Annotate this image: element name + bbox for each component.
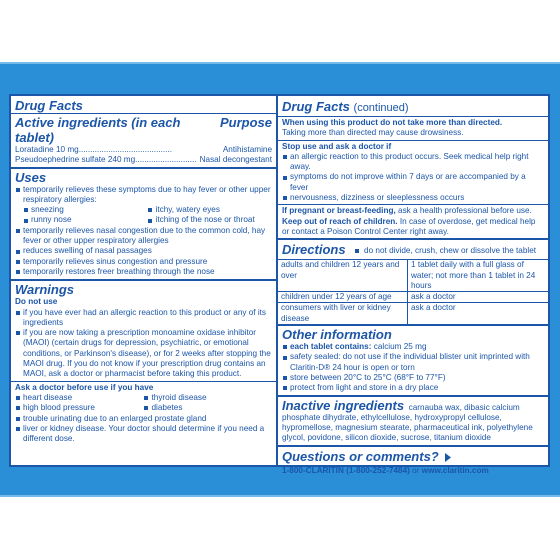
uses-heading: Uses	[15, 169, 47, 185]
contact-or: or	[409, 465, 422, 475]
each-tablet-text: calcium 25 mg	[371, 342, 427, 352]
uses-item: reduces swelling of nasal passages	[15, 246, 272, 256]
uses-item: temporarily relieves these symptoms due to hay fever or other upper respiratory allergies:	[15, 185, 272, 206]
directions-who: consumers with liver or kidney disease	[278, 303, 408, 324]
drug-facts-right-column	[278, 96, 548, 475]
condition-item: thyroid disease	[144, 393, 273, 403]
drug-facts-panel	[9, 94, 550, 475]
when-using-text: When using this product do not take more than directed.	[282, 118, 503, 127]
directions-note	[355, 246, 536, 256]
phone-number[interactable]: 1-800-CLARITIN (1-800-252-7484)	[282, 465, 410, 475]
keep-out-bold: Keep out of reach of children.	[282, 216, 398, 226]
directions-who: children under 12 years of age	[278, 292, 408, 303]
ingredient-purpose: Nasal decongestant	[199, 155, 272, 165]
directions-heading: Directions	[282, 242, 346, 258]
do-not-use-heading: Do not use	[15, 297, 58, 307]
warnings-heading: Warnings	[15, 282, 74, 298]
other-info-item	[282, 342, 544, 352]
ingredient-name: Loratadine 10 mg.........................................	[15, 145, 172, 154]
directions-dose: ask a doctor	[408, 303, 549, 324]
drug-facts-left-column	[11, 96, 278, 465]
inactive-ingredients	[282, 398, 544, 444]
condition-item: heart disease	[15, 393, 144, 403]
ask-doctor-heading: Ask a doctor before use if you have	[15, 382, 154, 392]
ingredient-name: Pseudoephedrine sulfate 240 mg...........................	[15, 155, 197, 165]
questions-heading: Questions or comments?	[282, 448, 439, 464]
table-row	[278, 260, 548, 292]
other-information-heading: Other information	[282, 327, 392, 343]
directions-dose: ask a doctor	[408, 292, 549, 303]
condition-item: high blood pressure	[15, 403, 144, 413]
purpose-heading: Purpose	[219, 115, 272, 130]
condition-item: trouble urinating due to an enlarged prostate gland	[15, 414, 272, 424]
contact-line	[282, 466, 544, 476]
title-suffix: (continued)	[353, 102, 409, 114]
stop-use-heading: Stop use and ask a doctor if	[282, 141, 392, 151]
directions-who: adults and children 12 years and over	[278, 260, 408, 292]
warning-item: if you are now taking a prescription monoamine oxidase inhibitor (MAOI) (certain drugs for depression, psychiatric, or emotional conditions, or Parkinson's disease), or for 2 weeks after stopping the MAOI drug. If you do not know if your prescription drug contains an MAOI, ask a doctor or pharmacist before taking this product.	[15, 328, 272, 380]
each-tablet-bold: each tablet contains:	[290, 342, 372, 352]
symptom-item: runny nose	[23, 215, 148, 225]
stop-item: an allergic reaction to this product occurs. Seek medical help right away.	[282, 152, 544, 173]
condition-item: diabetes	[144, 403, 273, 413]
directions-table	[278, 259, 548, 324]
uses-item: temporarily restores freer breathing through the nose	[15, 267, 272, 277]
pregnancy-bold: If pregnant or breast-feeding,	[282, 206, 396, 216]
drug-facts-title: Drug Facts	[15, 98, 83, 113]
uses-item: temporarily relieves nasal congestion due to the common cold, hay fever or other upper respiratory allergies	[15, 226, 272, 247]
symptom-item: itchy, watery eyes	[148, 205, 273, 215]
title-text: Drug Facts	[282, 99, 350, 114]
arrow-right-icon	[445, 453, 451, 462]
condition-item: liver or kidney disease. Your doctor should determine if you need a different dose.	[15, 424, 272, 445]
directions-note-text: do not divide, crush, chew or dissolve the tablet	[364, 246, 537, 256]
directions-section	[278, 240, 548, 324]
drug-facts-continued-title	[282, 99, 409, 114]
stop-item: symptoms do not improve within 7 days or are accompanied by a fever	[282, 172, 544, 193]
pregnancy-text: ask a health professional before use.	[395, 206, 532, 216]
other-info-item: store between 20°C to 25°C (68°F to 77°F)	[282, 373, 544, 383]
other-info-item: protect from light and store in a dry place	[282, 383, 544, 393]
table-row	[278, 303, 548, 324]
symptom-item: itching of the nose or throat	[148, 215, 273, 225]
website-link[interactable]: www.claritin.com	[421, 465, 489, 475]
inactive-ingredients-heading: Inactive ingredients	[282, 397, 405, 413]
stop-item: nervousness, dizziness or sleeplessness occurs	[282, 193, 544, 203]
ingredient-purpose: Antihistamine	[222, 145, 272, 154]
directions-dose: 1 tablet daily with a full glass of water; not more than 1 tablet in 24 hours	[408, 260, 549, 292]
uses-item: temporarily relieves sinus congestion and pressure	[15, 257, 272, 267]
other-info-item: safety sealed: do not use if the individual blister unit imprinted with Claritin-D® 24 hour is open or torn	[282, 352, 544, 373]
symptom-item: sneezing	[23, 205, 148, 215]
inactive-ingredients-text: carnauba wax, dibasic calcium phosphate dihydrate, ethylcellulose, hydroxypropyl cellulose, hypromellose, magnesium stearate, pharmaceutical ink, polyethylene glycol, povidone, silicon dioxide, sucrose, titanium dioxide	[282, 402, 533, 443]
active-ingredients-heading: Active ingredients (in each tablet)	[15, 115, 181, 145]
pregnancy-warning	[282, 206, 544, 216]
keep-out-text: In case of overdose, get medical help or contact a Poison Control Center right away.	[282, 216, 536, 236]
keep-out-warning	[282, 217, 544, 238]
table-row	[278, 292, 548, 303]
warning-item: if you have ever had an allergic reaction to this product or any of its ingredients	[15, 308, 272, 329]
drowsiness-text: Taking more than directed may cause drowsiness.	[282, 128, 464, 138]
questions-heading-row	[282, 448, 544, 466]
